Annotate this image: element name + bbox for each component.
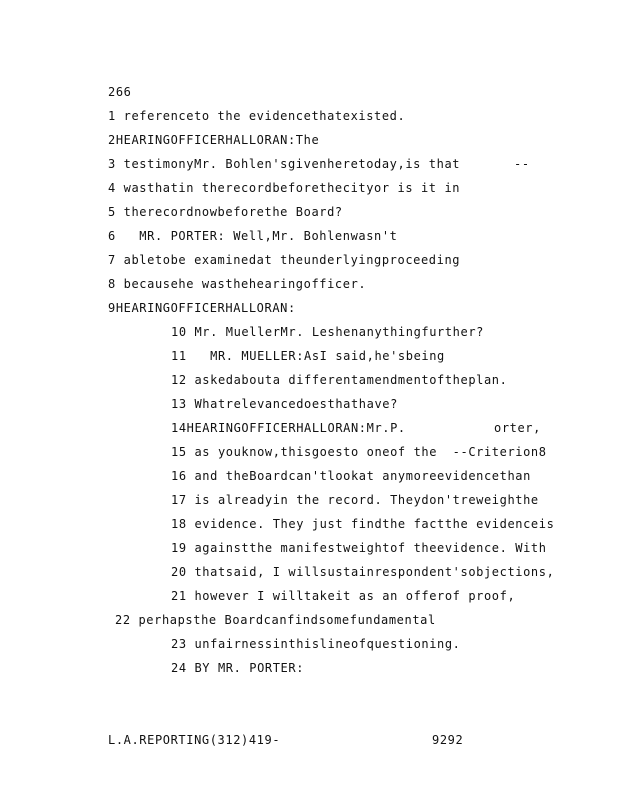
footer-phone-suffix: 9292 bbox=[432, 733, 464, 747]
transcript-line-22: 22 perhapsthe Boardcanfindsomefundamental bbox=[115, 613, 436, 627]
transcript-line-14: 14HEARINGOFFICERHALLORAN:Mr.P. bbox=[171, 421, 406, 435]
transcript-line-19: 19 againstthe manifestweightof theevidence. With bbox=[171, 541, 547, 555]
transcript-line-23: 23 unfairnessinthislineofquestioning. bbox=[171, 637, 461, 651]
transcript-line-24: 24 BY MR. PORTER: bbox=[171, 661, 305, 675]
page-number: 266 bbox=[108, 85, 132, 99]
transcript-line-21: 21 however I willtakeit as an offerof proof, bbox=[171, 589, 516, 603]
transcript-line-1: 1 referenceto the evidencethatexisted. bbox=[108, 109, 406, 123]
transcript-line-3: 3 testimonyMr. Bohlen'sgivenheretoday,is that bbox=[108, 157, 461, 171]
transcript-line-7: 7 abletobe examinedat theunderlyingproceeding bbox=[108, 253, 461, 267]
transcript-line-14-tail: orter, bbox=[494, 421, 541, 435]
transcript-line-20: 20 thatsaid, I willsustainrespondent'sobjections, bbox=[171, 565, 555, 579]
transcript-line-13: 13 Whatrelevancedoesthathave? bbox=[171, 397, 398, 411]
transcript-line-15: 15 as youknow,thisgoesto oneof the --Criterion8 bbox=[171, 445, 547, 459]
transcript-line-2: 2HEARINGOFFICERHALLORAN:The bbox=[108, 133, 320, 147]
transcript-line-11: 11 MR. MUELLER:AsI said,he'sbeing bbox=[171, 349, 445, 363]
transcript-line-9: 9HEARINGOFFICERHALLORAN: bbox=[108, 301, 296, 315]
footer-reporter: L.A.REPORTING(312)419- bbox=[108, 733, 281, 747]
transcript-line-17: 17 is alreadyin the record. Theydon'treweighthe bbox=[171, 493, 539, 507]
transcript-line-18: 18 evidence. They just findthe factthe evidenceis bbox=[171, 517, 555, 531]
transcript-line-4: 4 wasthatin therecordbeforethecityor is it in bbox=[108, 181, 461, 195]
transcript-line-16: 16 and theBoardcan'tlookat anymoreevidencethan bbox=[171, 469, 531, 483]
transcript-line-12: 12 askedabouta differentamendmentoftheplan. bbox=[171, 373, 508, 387]
transcript-line-5: 5 therecordnowbeforethe Board? bbox=[108, 205, 343, 219]
transcript-line-10: 10 Mr. MuellerMr. Leshenanythingfurther? bbox=[171, 325, 484, 339]
transcript-line-8: 8 becausehe wasthehearingofficer. bbox=[108, 277, 367, 291]
transcript-line-3-tail: -- bbox=[514, 157, 530, 171]
transcript-line-6: 6 MR. PORTER: Well,Mr. Bohlenwasn't bbox=[108, 229, 398, 243]
